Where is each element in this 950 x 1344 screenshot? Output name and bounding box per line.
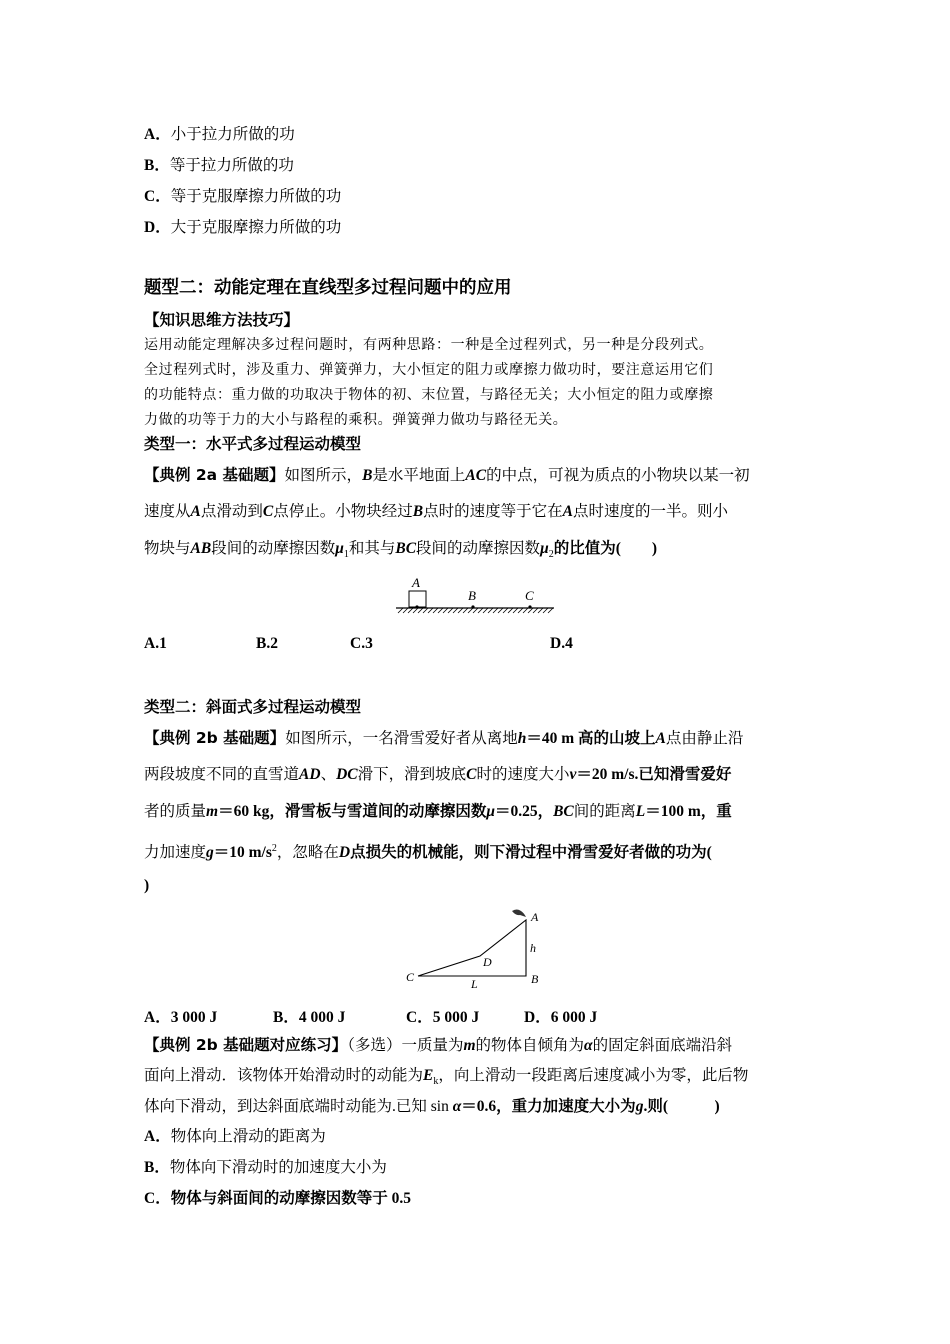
text: 的物体自倾角为	[475, 1037, 585, 1054]
subscript: 2	[548, 549, 554, 561]
subscript: k	[433, 1076, 439, 1088]
skier-icon	[512, 910, 526, 918]
label-c: C	[525, 588, 534, 603]
example-2b-line: )	[144, 877, 150, 894]
option-text: 等于拉力所做的功	[169, 157, 294, 174]
figure-ski-slope	[400, 904, 550, 994]
type2-heading: 类型二：斜面式多过程运动模型	[144, 698, 362, 716]
option-c	[144, 1189, 411, 1209]
text: 两段坡度不同的直雪道	[144, 766, 300, 783]
var: L	[635, 803, 646, 820]
text: 点时的速度等于它在	[423, 503, 563, 520]
text: ＝0.6，重力加速度大小为	[461, 1098, 636, 1115]
tips-heading: 【知识思维方法技巧】	[144, 311, 300, 329]
label-a: A	[531, 910, 539, 924]
option-letter: A．	[144, 1128, 171, 1145]
option-letter: B．	[144, 1159, 170, 1176]
text: 和其与	[348, 540, 396, 557]
text: 时的速度大小	[476, 766, 570, 783]
text: ＝0.25，	[494, 803, 554, 820]
label-l: L	[471, 977, 478, 991]
section-title: 题型二：动能定理在直线型多过程问题中的应用	[144, 278, 512, 298]
label-b: B	[468, 588, 476, 603]
text: ＝100 m，重	[645, 803, 732, 820]
text: 段间的动摩擦因数	[416, 540, 541, 557]
text: 的中点，可视为质点的小物块以某一初	[486, 467, 750, 484]
var: C	[466, 766, 477, 783]
var: μ	[335, 540, 344, 557]
var: DC	[336, 766, 358, 783]
tips-line: 运用动能定理解决多过程问题时，有两种思路：一种是全过程列式，另一种是分段列式。	[144, 337, 714, 353]
text: 的比值为( )	[553, 540, 658, 557]
tips-line: 全过程列式时，涉及重力、弹簧弹力，大小恒定的阻力或摩擦力做功时，要注意运用它们	[144, 362, 714, 378]
text: 面向上滑动．该物体开始滑动时的动能为	[144, 1067, 424, 1084]
example-2b-line	[144, 765, 731, 785]
option-b	[144, 1158, 387, 1178]
block	[409, 591, 426, 607]
practice-line	[144, 1097, 720, 1117]
point-a-dot	[415, 605, 418, 608]
text: 段间的动摩擦因数	[211, 540, 336, 557]
option-letter: D．	[144, 219, 171, 236]
option-c	[144, 187, 341, 207]
var: A	[655, 730, 666, 747]
text: 的固定斜面底端沿斜	[592, 1037, 733, 1054]
option-b: B.2	[256, 635, 278, 652]
text: ＝10 m/s	[213, 844, 272, 862]
type1-heading: 类型一：水平式多过程运动模型	[144, 435, 362, 453]
option-text: 大于克服摩擦力所做的功	[170, 219, 342, 236]
example-tag: 【典例 2a 基础题】	[144, 466, 285, 484]
option-text: 等于克服摩擦力所做的功	[170, 188, 342, 205]
text: 点滑动到	[200, 503, 263, 520]
text: 如图所示，	[284, 467, 363, 484]
tips-line: 力做的功等于力的大小与路程的乘积。弹簧弹力做功与路径无关。	[144, 412, 568, 428]
option-c: C.3	[350, 635, 373, 652]
text: ＝60 kg，滑雪板与雪道间的动摩擦因数	[218, 803, 487, 820]
var: μ	[540, 540, 549, 557]
label-h: h	[530, 941, 536, 955]
option-text: 物体向下滑动时的加速度大小为	[169, 1159, 387, 1176]
var: E	[423, 1067, 434, 1084]
text: ＝20 m/s.已知滑雪爱好	[576, 766, 732, 783]
example-2b-line	[144, 839, 712, 863]
text: .则( )	[643, 1098, 720, 1115]
option-letter: C．	[144, 1190, 171, 1207]
var: AC	[465, 467, 487, 484]
subscript: 1	[343, 549, 349, 561]
var: v	[569, 766, 577, 783]
text: 体向下滑动，到达斜面底端时动能为.已知 sin	[144, 1098, 453, 1115]
superscript: 2	[271, 843, 277, 854]
var: A	[562, 503, 573, 520]
var: AB	[190, 540, 212, 557]
text: 点损失的机械能，则下滑过程中滑雪爱好者做的功为(	[350, 844, 712, 862]
var: g	[635, 1098, 644, 1115]
text: 速度从	[144, 503, 191, 520]
text: 如图所示，一名滑雪爱好者从离地	[285, 730, 518, 747]
text: 物块与	[144, 540, 191, 557]
var: C	[262, 503, 274, 520]
practice-line	[144, 1066, 748, 1092]
text: 点停止。小物块经过	[273, 503, 413, 520]
var: μ	[486, 803, 495, 820]
practice-line	[144, 1035, 732, 1056]
text: ＝40 m 高的山坡上	[526, 730, 656, 747]
var: α	[584, 1037, 593, 1054]
var: BC	[395, 540, 417, 557]
example-2a-line	[144, 539, 657, 565]
tips-line: 的功能特点：重力做的功取决于物体的初、末位置，与路径无关；大小恒定的阻力或摩擦	[144, 387, 714, 403]
var: B	[362, 467, 373, 484]
option-a	[144, 1127, 326, 1147]
option-a	[144, 125, 295, 145]
text: 滑下，滑到坡底	[357, 766, 467, 783]
point-b-dot	[471, 605, 474, 608]
option-a: A．3 000 J	[144, 1009, 218, 1026]
text: （多选）一质量为	[347, 1037, 464, 1054]
var: B	[412, 503, 424, 520]
example-2a-line	[144, 502, 728, 522]
option-d	[144, 218, 341, 238]
var: A	[190, 503, 201, 520]
option-a: A.1	[144, 635, 167, 652]
label-d: D	[483, 955, 492, 969]
label-b: B	[531, 972, 539, 986]
example-2b-line	[144, 802, 732, 822]
option-c: C．5 000 J	[406, 1009, 480, 1026]
var: D	[338, 844, 351, 862]
label-c: C	[406, 970, 415, 984]
text: ，忽略在	[276, 844, 339, 862]
practice-tag: 【典例 2b 基础题对应练习】	[144, 1036, 348, 1054]
option-letter: A．	[144, 126, 171, 143]
text: 力加速度	[144, 844, 207, 862]
text: ，向上滑动一段距离后速度减小为零，此后物	[438, 1067, 749, 1084]
option-text: 物体与斜面间的动摩擦因数等于 0.5	[170, 1190, 411, 1207]
var: m	[206, 803, 219, 820]
text: 点时速度的一半。则小	[572, 503, 728, 520]
option-b	[144, 156, 294, 176]
var: AD	[299, 766, 321, 783]
var: BC	[553, 803, 574, 820]
option-letter: B．	[144, 157, 170, 174]
label-a: A	[412, 575, 420, 590]
text: 是水平地面上	[372, 467, 466, 484]
text: 间的距离	[573, 803, 636, 820]
figure-horizontal-track	[390, 572, 560, 622]
option-text: 小于拉力所做的功	[170, 126, 295, 143]
option-text: 物体向上滑动的距离为	[170, 1128, 326, 1145]
var: m	[463, 1037, 476, 1054]
example-2a-line	[144, 465, 750, 486]
option-d: D.4	[550, 635, 573, 652]
var: h	[517, 730, 527, 747]
text: 点由静止沿	[665, 730, 744, 747]
var: g	[206, 844, 214, 862]
text: 、	[320, 766, 337, 783]
example-2b-line	[144, 728, 743, 749]
example-tag: 【典例 2b 基础题】	[144, 729, 286, 747]
point-c-dot	[528, 605, 531, 608]
option-d: D．6 000 J	[524, 1009, 598, 1026]
text: 者的质量	[144, 803, 207, 820]
option-b: B．4 000 J	[273, 1009, 346, 1026]
var: α	[452, 1098, 462, 1115]
option-letter: C．	[144, 188, 171, 205]
